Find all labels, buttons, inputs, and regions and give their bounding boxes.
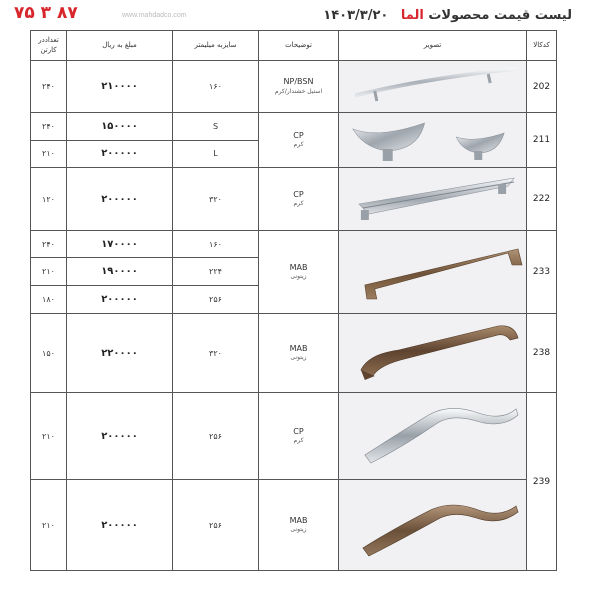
price-cell: ۲۱۰۰۰۰ <box>67 61 173 113</box>
product-code: 222 <box>527 168 557 231</box>
product-code: 233 <box>527 231 557 314</box>
desc-cell <box>259 393 339 480</box>
product-code: 239 <box>527 393 557 571</box>
desc-cell <box>259 168 339 231</box>
table-row <box>31 480 557 571</box>
finish-desc: زیتونی <box>290 526 307 534</box>
size-cell: ۲۲۴ <box>173 258 259 285</box>
qty-cell: ۲۴۰ <box>31 113 67 141</box>
bronze-curved-handle-icon <box>339 314 526 392</box>
price-cell: ۱۹۰۰۰۰ <box>67 258 173 285</box>
price-list-title <box>323 8 572 23</box>
table-row <box>31 314 557 393</box>
finish-desc: کرم <box>293 200 304 208</box>
product-image-233 <box>339 231 527 314</box>
desc-cell <box>259 231 339 314</box>
price-cell: ۲۰۰۰۰۰ <box>67 480 173 571</box>
qty-cell: ۱۵۰ <box>31 314 67 393</box>
qty-cell: ۱۸۰ <box>31 285 67 313</box>
price-table <box>30 30 557 571</box>
column-header-desc: توضیحات <box>259 31 339 61</box>
product-image-239-bronze <box>339 480 527 571</box>
table-row <box>31 393 557 480</box>
price-cell: ۱۷۰۰۰۰ <box>67 231 173 258</box>
size-cell: S <box>173 113 259 141</box>
desc-cell <box>259 113 339 168</box>
chrome-triangle-handle-icon <box>339 168 526 230</box>
size-cell: ۳۲۰ <box>173 314 259 393</box>
long-thin-chrome-handle-icon <box>339 61 526 112</box>
price-cell: ۲۰۰۰۰۰ <box>67 168 173 231</box>
product-image-239-chrome <box>339 393 527 480</box>
finish-desc: زیتونی <box>290 354 307 362</box>
product-image-222 <box>339 168 527 231</box>
qty-cell: ۲۴۰ <box>31 61 67 113</box>
product-code: 238 <box>527 314 557 393</box>
desc-cell <box>259 61 339 113</box>
price-cell: ۲۰۰۰۰۰ <box>67 285 173 313</box>
size-cell: L <box>173 140 259 168</box>
column-header-image: تصویر <box>339 31 527 61</box>
table-row <box>31 61 557 113</box>
table-row <box>31 168 557 231</box>
size-cell: ۱۶۰ <box>173 231 259 258</box>
desc-cell <box>259 314 339 393</box>
product-code: 202 <box>527 61 557 113</box>
website-text: www.mahdadco.com <box>122 12 187 19</box>
finish-desc: استیل خشندار/کرم <box>274 87 323 95</box>
finish-code: CP <box>293 130 304 140</box>
page-header <box>0 0 600 30</box>
size-cell: ۲۵۶ <box>173 393 259 480</box>
column-header-price: مبلغ به ریال <box>67 31 173 61</box>
chrome-wave-handle-icon <box>339 393 526 479</box>
title-text: لیست قیمت محصولات <box>428 8 572 23</box>
finish-desc: کرم <box>293 437 304 445</box>
size-cell: ۲۵۶ <box>173 480 259 571</box>
qty-cell: ۲۱۰ <box>31 480 67 571</box>
column-header-code: کدکالا <box>527 31 557 61</box>
date-text: ۱۴۰۳/۳/۲۰ <box>323 8 389 23</box>
product-image-211 <box>339 113 527 168</box>
qty-cell: ۲۱۰ <box>31 393 67 480</box>
finish-code: MAB <box>289 515 308 525</box>
company-logo: ۷۵ ۳ ۸۷ <box>14 3 78 23</box>
column-header-size: سایزبه میلیمتر <box>173 31 259 61</box>
finish-code: MAB <box>289 343 308 353</box>
finish-code: MAB <box>289 262 308 272</box>
column-header-qty: تعداددر کارتن <box>31 31 67 61</box>
product-image-202 <box>339 61 527 113</box>
finish-code: CP <box>293 426 304 436</box>
qty-cell: ۲۴۰ <box>31 231 67 258</box>
price-cell: ۱۵۰۰۰۰ <box>67 113 173 141</box>
desc-cell <box>259 480 339 571</box>
size-cell: ۱۶۰ <box>173 61 259 113</box>
qty-cell: ۱۲۰ <box>31 168 67 231</box>
finish-code: CP <box>293 189 304 199</box>
price-cell: ۲۰۰۰۰۰ <box>67 393 173 480</box>
chrome-knob-pair-icon <box>339 113 526 167</box>
table-row <box>31 231 557 258</box>
finish-desc: کرم <box>293 141 304 149</box>
bronze-wave-handle-icon <box>339 480 526 570</box>
table-row <box>31 113 557 141</box>
finish-code: NP/BSN <box>283 77 314 87</box>
size-cell: ۲۵۶ <box>173 285 259 313</box>
qty-cell: ۲۱۰ <box>31 140 67 168</box>
price-cell: ۲۰۰۰۰۰ <box>67 140 173 168</box>
price-cell: ۲۲۰۰۰۰ <box>67 314 173 393</box>
product-image-238 <box>339 314 527 393</box>
finish-desc: زیتونی <box>290 273 307 281</box>
table-header-row <box>31 31 557 61</box>
product-code: 211 <box>527 113 557 168</box>
qty-cell: ۲۱۰ <box>31 258 67 285</box>
bronze-flat-handle-icon <box>339 231 526 313</box>
brand-name: الما <box>400 8 424 23</box>
size-cell: ۳۲۰ <box>173 168 259 231</box>
